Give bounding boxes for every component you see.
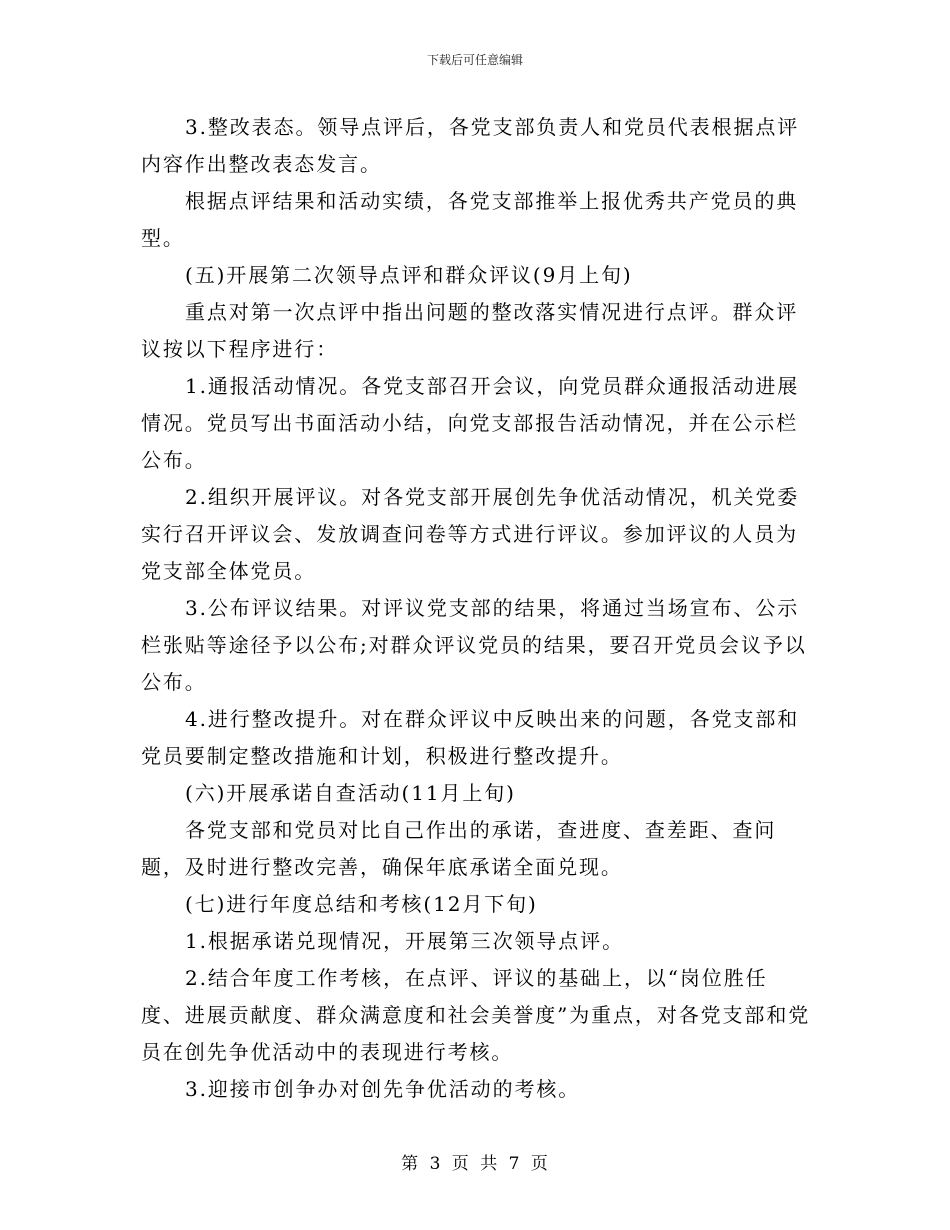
paragraph: 各党支部和党员对比自己作出的承诺，查进度、查差距、查问题，及时进行整改完善，确保年底承诺全面兑现。 <box>141 818 777 879</box>
page-header-note: 下载后可任意编辑 <box>426 53 523 67</box>
paragraph: 3.公布评议结果。对评议党支部的结果，将通过当场宣布、公示栏张贴等途径予以公布;对群众评议党员的结果，要召开党员会议予以公布。 <box>141 596 807 694</box>
paragraph: 2.结合年度工作考核，在点评、评议的基础上，以“岗位胜任度、进展贡献度、群众满意度和社会美誉度”为重点，对各党支部和党员在创先争优活动中的表现进行考核。 <box>141 966 811 1064</box>
paragraph: 重点对第一次点评中指出问题的整改落实情况进行点评。群众评议按以下程序进行： <box>141 300 799 361</box>
paragraph: 1.根据承诺兑现情况，开展第三次领导点评。 <box>185 929 624 953</box>
paragraph: 3.整改表态。领导点评后，各党支部负责人和党员代表根据点评内容作出整改表态发言。 <box>141 115 800 176</box>
page-number: 第 3 页 共 7 页 <box>401 1154 549 1174</box>
paragraph: 4.进行整改提升。对在群众评议中反映出来的问题，各党支部和党员要制定整改措施和计划，积极进行整改提升。 <box>141 707 800 768</box>
paragraph: 3.迎接市创争办对创先争优活动的考核。 <box>185 1077 581 1101</box>
section-heading: (五)开展第二次领导点评和群众评议(9月上旬) <box>185 263 633 287</box>
paragraph: 根据点评结果和活动实绩，各党支部推举上报优秀共产党员的典型。 <box>141 189 799 250</box>
paragraph: 1.通报活动情况。各党支部召开会议，向党员群众通报活动进展情况。党员写出书面活动小结，向党支部报告活动情况，并在公示栏公布。 <box>141 374 800 472</box>
document-body <box>141 109 811 1108</box>
paragraph: 2.组织开展评议。对各党支部开展创先争优活动情况，机关党委实行召开评议会、发放调查问卷等方式进行评议。参加评议的人员为党支部全体党员。 <box>141 485 800 583</box>
section-heading: (六)开展承诺自查活动(11月上旬) <box>185 781 516 805</box>
section-heading: (七)进行年度总结和考核(12月下旬) <box>185 892 538 916</box>
